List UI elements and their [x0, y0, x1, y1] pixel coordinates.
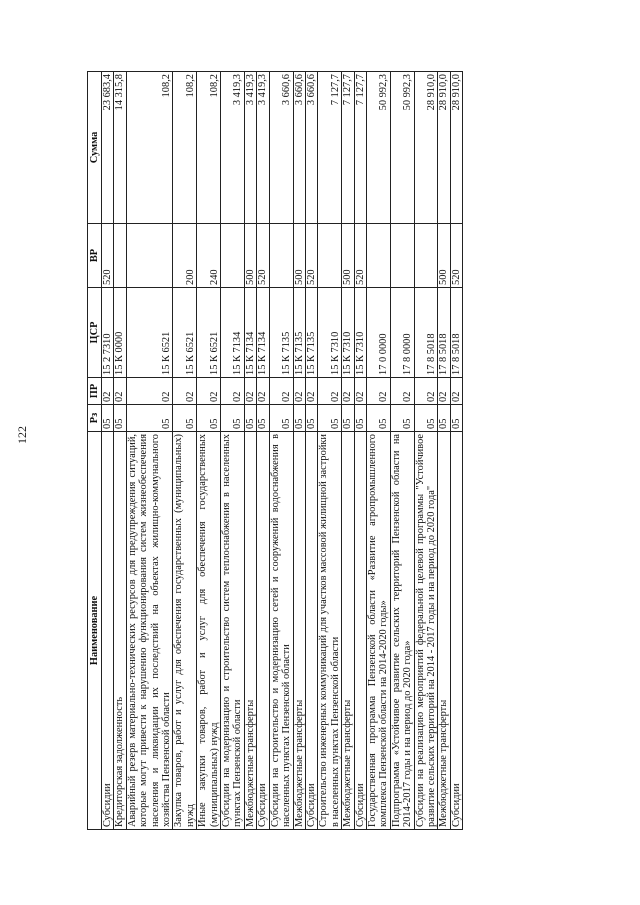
cell-vr	[318, 224, 342, 288]
cell-pr: 02	[366, 378, 390, 405]
table-row	[269, 72, 293, 830]
cell-name: Субсидии на реализацию мероприятий федеральной целевой программы "Устойчивое развитие сельских территорий на 2014 - 2017 годы и на период до 2020 года"	[414, 432, 438, 830]
cell-vr: 500	[244, 224, 256, 288]
table-row	[366, 72, 390, 830]
cell-vr: 240	[197, 224, 221, 288]
cell-name: Аварийный резерв материально-технических ресурсов для предупреждения ситуаций, которые могут привести к нарушению функционирования систем жизнеобеспечения населения и ликвидации их последствий на объектах жилищно-коммунального хозяйства Пензенской области	[126, 432, 173, 830]
table-row	[390, 72, 414, 830]
cell-name: Подпрограмма «Устойчивое развитие сельских территорий Пензенской области на 2014-2017 годы и на период до 2020 года»	[390, 432, 414, 830]
cell-name: Субсидии на модернизацию и строительство систем теплоснабжения в населенных пунктах Пензенской области	[221, 432, 245, 830]
cell-name: Субсидии	[102, 432, 114, 830]
cell-csr: 17 8 5018	[414, 288, 438, 378]
cell-name: Кредиторская задолженность	[114, 432, 126, 830]
cell-vr	[221, 224, 245, 288]
cell-name: Субсидии	[305, 432, 317, 830]
cell-sum: 3 419,3	[257, 72, 269, 224]
page-number: 122	[15, 426, 29, 444]
cell-sum: 28 910,0	[450, 72, 462, 224]
cell-pr: 02	[197, 378, 221, 405]
cell-name: Субсидии	[257, 432, 269, 830]
cell-name: Субсидии	[354, 432, 366, 830]
table-row	[102, 72, 114, 830]
cell-vr: 520	[354, 224, 366, 288]
cell-csr: 15 К 7134	[257, 288, 269, 378]
cell-pr: 02	[114, 378, 126, 405]
cell-sum: 108,2	[126, 72, 173, 224]
cell-rz: 05	[438, 405, 450, 432]
cell-csr: 15 К 7310	[318, 288, 342, 378]
cell-pr: 02	[102, 378, 114, 405]
cell-rz: 05	[414, 405, 438, 432]
table-row	[414, 72, 438, 830]
cell-name: Государственная программа Пензенской области «Развитие агропромышленного комплекса Пензенской области на 2014-2020 годы»	[366, 432, 390, 830]
cell-pr: 02	[305, 378, 317, 405]
cell-sum: 3 419,3	[221, 72, 245, 224]
header-pr: ПР	[88, 378, 102, 405]
cell-pr: 02	[244, 378, 256, 405]
cell-vr: 500	[293, 224, 305, 288]
cell-rz: 05	[126, 405, 173, 432]
cell-csr: 15 К 7135	[305, 288, 317, 378]
cell-csr: 17 0 0000	[366, 288, 390, 378]
table-body	[102, 72, 463, 830]
cell-csr: 15 К 7310	[354, 288, 366, 378]
rotated-table-container	[87, 72, 553, 830]
cell-rz: 05	[390, 405, 414, 432]
cell-csr: 17 8 0000	[390, 288, 414, 378]
cell-sum: 50 992,3	[390, 72, 414, 224]
cell-sum: 3 419,3	[244, 72, 256, 224]
cell-vr	[114, 224, 126, 288]
cell-sum: 3 660,6	[269, 72, 293, 224]
cell-name: Межбюджетные трансферты	[342, 432, 354, 830]
header-rz: Рз	[88, 405, 102, 432]
cell-rz: 05	[114, 405, 126, 432]
cell-rz: 05	[305, 405, 317, 432]
cell-pr: 02	[390, 378, 414, 405]
table-row	[342, 72, 354, 830]
cell-csr: 15 К 7135	[293, 288, 305, 378]
table-row	[438, 72, 450, 830]
table-row	[257, 72, 269, 830]
cell-sum: 28 910,0	[414, 72, 438, 224]
cell-rz: 05	[342, 405, 354, 432]
cell-csr: 15 К 0000	[114, 288, 126, 378]
cell-csr: 15 К 6521	[126, 288, 173, 378]
cell-vr	[126, 224, 173, 288]
cell-vr: 500	[342, 224, 354, 288]
table-row	[221, 72, 245, 830]
cell-vr: 520	[102, 224, 114, 288]
cell-sum: 3 660,6	[305, 72, 317, 224]
header-row	[88, 72, 102, 830]
table-row	[173, 72, 197, 830]
cell-vr: 520	[450, 224, 462, 288]
table-row	[197, 72, 221, 830]
cell-vr	[414, 224, 438, 288]
cell-csr: 15 К 7310	[342, 288, 354, 378]
table-row	[126, 72, 173, 830]
cell-pr: 02	[318, 378, 342, 405]
cell-sum: 108,2	[197, 72, 221, 224]
cell-csr: 15 К 6521	[197, 288, 221, 378]
cell-rz: 05	[293, 405, 305, 432]
cell-vr: 520	[257, 224, 269, 288]
cell-pr: 02	[269, 378, 293, 405]
cell-name: Субсидии	[450, 432, 462, 830]
budget-table	[87, 71, 463, 830]
cell-sum: 28 910,0	[438, 72, 450, 224]
cell-vr: 200	[173, 224, 197, 288]
cell-sum: 14 315,8	[114, 72, 126, 224]
cell-rz: 05	[354, 405, 366, 432]
header-vr: ВР	[88, 224, 102, 288]
table-row	[354, 72, 366, 830]
cell-rz: 05	[269, 405, 293, 432]
cell-name: Иные закупки товаров, работ и услуг для обеспечения государственных (муниципальных) нужд	[197, 432, 221, 830]
cell-rz: 05	[173, 405, 197, 432]
cell-pr: 02	[257, 378, 269, 405]
cell-rz: 05	[197, 405, 221, 432]
table-row	[318, 72, 342, 830]
table-row	[450, 72, 462, 830]
cell-sum: 7 127,7	[354, 72, 366, 224]
cell-pr: 02	[173, 378, 197, 405]
cell-pr: 02	[438, 378, 450, 405]
cell-pr: 02	[342, 378, 354, 405]
cell-vr: 500	[438, 224, 450, 288]
cell-rz: 05	[366, 405, 390, 432]
cell-rz: 05	[102, 405, 114, 432]
cell-name: Строительство инженерных коммуникаций для участков массовой жилищной застройки в населенных пунктах Пензенской области	[318, 432, 342, 830]
cell-rz: 05	[450, 405, 462, 432]
cell-rz: 05	[318, 405, 342, 432]
cell-vr	[269, 224, 293, 288]
cell-sum: 50 992,3	[366, 72, 390, 224]
cell-pr: 02	[414, 378, 438, 405]
cell-csr: 17 8 5018	[438, 288, 450, 378]
cell-pr: 02	[450, 378, 462, 405]
cell-csr: 15 К 7135	[269, 288, 293, 378]
table-row	[244, 72, 256, 830]
cell-rz: 05	[221, 405, 245, 432]
table-row	[305, 72, 317, 830]
table-row	[114, 72, 126, 830]
cell-rz: 05	[257, 405, 269, 432]
header-name: Наименование	[88, 432, 102, 830]
table-row	[293, 72, 305, 830]
cell-name: Межбюджетные трансферты	[438, 432, 450, 830]
cell-vr	[366, 224, 390, 288]
cell-pr: 02	[221, 378, 245, 405]
cell-rz: 05	[244, 405, 256, 432]
cell-csr: 15 К 7134	[221, 288, 245, 378]
cell-csr: 15 К 6521	[173, 288, 197, 378]
cell-sum: 7 127,7	[342, 72, 354, 224]
cell-name: Межбюджетные трансферты	[244, 432, 256, 830]
cell-name: Субсидии на строительство и модернизацию сетей и сооружений водоснабжения в населенных пунктах Пензенской области	[269, 432, 293, 830]
cell-sum: 3 660,6	[293, 72, 305, 224]
cell-vr: 520	[305, 224, 317, 288]
cell-csr: 15 К 7134	[244, 288, 256, 378]
cell-csr: 15 2 7310	[102, 288, 114, 378]
cell-pr: 02	[126, 378, 173, 405]
header-csr: ЦСР	[88, 288, 102, 378]
cell-pr: 02	[293, 378, 305, 405]
cell-name: Закупка товаров, работ и услуг для обеспечения государственных (муниципальных) нужд	[173, 432, 197, 830]
cell-sum: 108,2	[173, 72, 197, 224]
cell-csr: 17 8 5018	[450, 288, 462, 378]
cell-pr: 02	[354, 378, 366, 405]
cell-name: Межбюджетные трансферты	[293, 432, 305, 830]
cell-sum: 23 683,4	[102, 72, 114, 224]
cell-sum: 7 127,7	[318, 72, 342, 224]
header-sum: Сумма	[88, 72, 102, 224]
cell-vr	[390, 224, 414, 288]
